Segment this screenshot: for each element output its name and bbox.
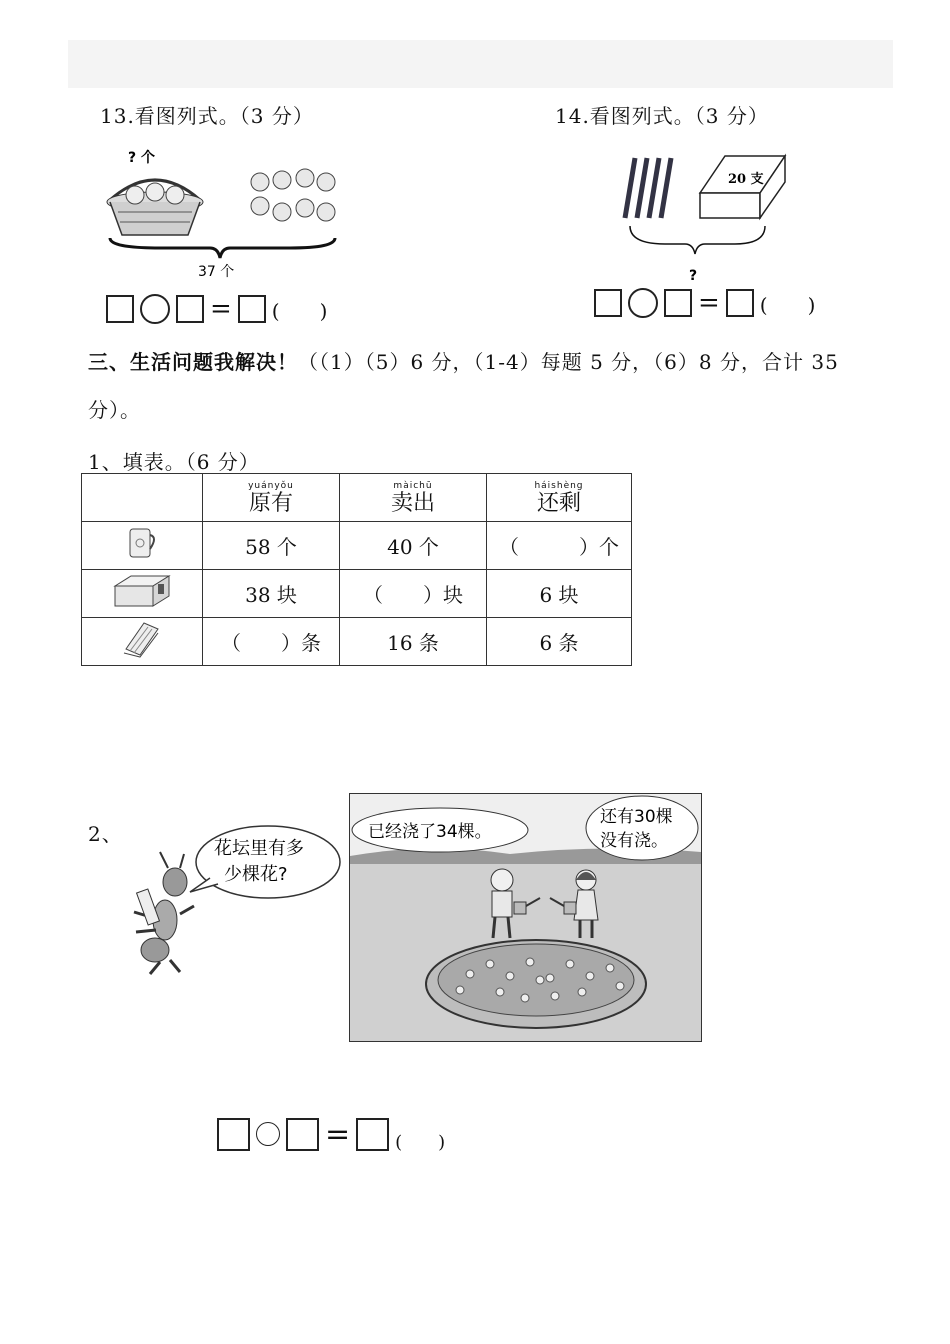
answer-box[interactable]: [106, 295, 134, 323]
question-14-label: 14.看图列式。（3 分）: [555, 104, 769, 128]
unit-paren[interactable]: ( ): [271, 298, 328, 323]
section-3-title: 三、生活问题我解决！: [88, 350, 298, 374]
operator-circle[interactable]: [140, 294, 170, 324]
answer-box[interactable]: [664, 289, 692, 317]
header-bar: [68, 40, 893, 88]
section-3-detail-cont: 分）。: [88, 398, 141, 422]
table-row: [82, 522, 632, 570]
table-cell: 6 条: [487, 618, 632, 666]
total-label: 37 个: [198, 264, 235, 280]
flower-bed: [426, 940, 646, 1028]
ant-bubble-line2: 少棵花?: [224, 864, 288, 885]
answer-cell[interactable]: （ ）条: [203, 618, 340, 666]
brace: [110, 238, 335, 258]
ant-character: [120, 822, 350, 987]
garden-illustration: [349, 793, 702, 1042]
ant-speech-bubble: [196, 826, 340, 898]
question-1-label: 1、填表。（6 分）: [88, 450, 260, 474]
pears-icon: [251, 169, 335, 221]
basket-icon: [107, 180, 203, 235]
table-cell: 38 块: [203, 570, 340, 618]
q14-picture: [605, 148, 795, 288]
section-3-heading: [88, 338, 888, 434]
answer-box[interactable]: [356, 1118, 389, 1151]
question-mark: ?: [689, 268, 698, 284]
box-label: 20 支: [728, 172, 764, 187]
q13-equation: [106, 294, 327, 324]
basket-label: ? 个: [128, 150, 155, 166]
towel-icon: [82, 618, 203, 666]
ant-icon: [134, 852, 194, 974]
unit-paren[interactable]: ( ): [759, 292, 816, 317]
equals-sign: =: [698, 288, 720, 318]
answer-cell[interactable]: （ ）个: [487, 522, 632, 570]
operator-circle[interactable]: [628, 288, 658, 318]
header-original: yuányǒu 原有: [203, 474, 340, 522]
answer-box[interactable]: [176, 295, 204, 323]
mug-icon: [82, 522, 203, 570]
header-remaining: háishèng 还剩: [487, 474, 632, 522]
table-corner-cell: [82, 474, 203, 522]
section-3-detail: （（1）（5）6 分，（1-4）每题 5 分，（6）8 分，合计 35: [298, 350, 839, 374]
table-row: [82, 570, 632, 618]
q14-equation: [594, 288, 815, 318]
operator-circle[interactable]: [256, 1122, 280, 1146]
table-cell: 58 个: [203, 522, 340, 570]
boy-speech-bubble: [352, 808, 528, 852]
answer-box[interactable]: [594, 289, 622, 317]
table-row: [82, 618, 632, 666]
boy-bubble-text: 已经浇了34棵。: [368, 822, 492, 842]
pens-icon: [625, 158, 671, 218]
equals-sign: =: [210, 294, 232, 324]
table-cell: 6 块: [487, 570, 632, 618]
equals-sign: =: [325, 1116, 351, 1152]
question-13-label: 13.看图列式。（3 分）: [100, 104, 314, 128]
ant-bubble-line1: 花坛里有多: [214, 838, 304, 859]
table-cell: 40 个: [340, 522, 487, 570]
girl-bubble-line2: 没有浇。: [600, 831, 668, 851]
answer-box[interactable]: [238, 295, 266, 323]
pen-box-icon: [700, 156, 785, 218]
answer-box[interactable]: [217, 1118, 250, 1151]
header-sold: màichū 卖出: [340, 474, 487, 522]
table-header-row: [82, 474, 632, 522]
brace: [630, 226, 765, 254]
unit-paren[interactable]: ( ): [395, 1132, 446, 1153]
girl-bubble-line1: 还有30棵: [600, 807, 673, 827]
girl-speech-bubble: [586, 796, 698, 860]
box-icon: [82, 570, 203, 618]
answer-box[interactable]: [286, 1118, 319, 1151]
q13-picture: [100, 140, 340, 290]
table-cell: 16 条: [340, 618, 487, 666]
q2-equation: [217, 1114, 445, 1154]
question-2-label: 2、: [88, 822, 123, 846]
fill-table: [81, 473, 632, 666]
answer-cell[interactable]: （ ）块: [340, 570, 487, 618]
answer-box[interactable]: [726, 289, 754, 317]
